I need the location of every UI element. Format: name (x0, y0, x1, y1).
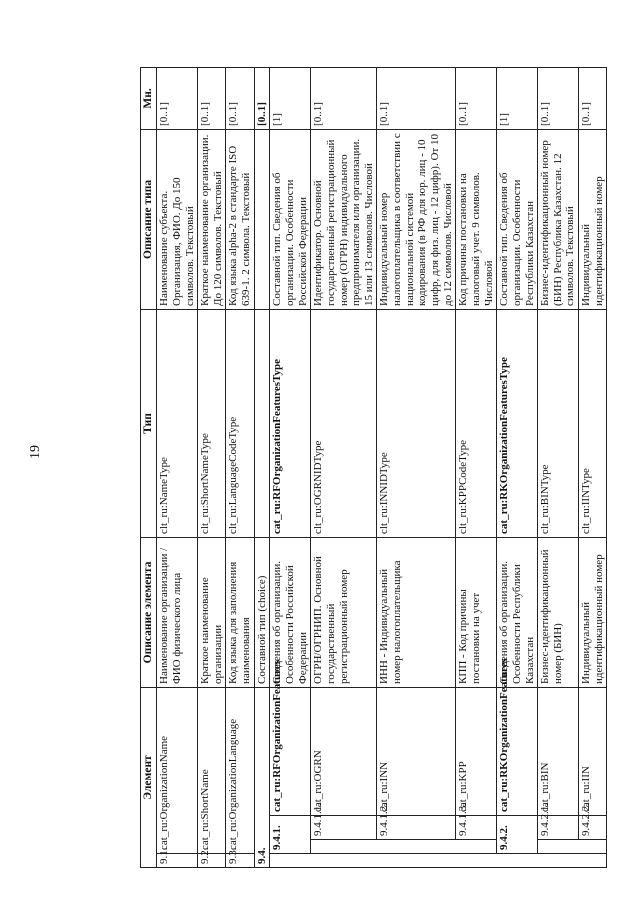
element-name: cat_ru:IIN (579, 687, 607, 815)
type-description: Составной тип. Сведения об организации. Особенности Российской Федерации (270, 129, 311, 309)
type-description: Наименование субъекта. Организация, ФИО. До 150 символов. Текстовый (157, 129, 198, 309)
element-type: clt_ru:BINType (538, 309, 579, 537)
table-row (270, 67, 311, 867)
element-description: КПП - Код причины постановки на учет (456, 537, 497, 687)
element-description: Краткое наименование организации (198, 537, 226, 687)
multiplicity: [0..1] (157, 67, 198, 129)
row-number: 9.1. (157, 854, 198, 868)
type-description: Идентификатор. Основной государственный регистрационный номер (ОГРН) индивидуального предпринимателя или организации. 15 или 13 символов. Числовой (311, 129, 377, 309)
element-description: ОГРН/ОГРНИП. Основной государственный регистрационный номер (311, 537, 377, 687)
table-row (254, 67, 270, 867)
multiplicity: [0..1] (538, 67, 579, 129)
element-description: Наименование организации /ФИО физического лица (157, 537, 198, 687)
table-row (497, 67, 538, 867)
element-type: clt_ru:LanguageCodeType (226, 309, 254, 537)
element-type: clt_ru:OGRNIDType (311, 309, 377, 537)
element-name: cat_ru:OrganizationName (157, 687, 198, 853)
type-description: Краткое наименование организации. До 120 символов. Текстовый (198, 129, 226, 309)
row-number: 9.4.1. (270, 816, 311, 854)
table-row (377, 67, 456, 867)
type-description: Индивидуальный номер налогоплательщика в соответствии с национальной системой кодирования (в РФ для юр. лиц - 10 цифр, для физ. лиц - 12 цифр). От 10 до 12 символов. Числовой (377, 129, 456, 309)
indent-cell (538, 840, 607, 854)
element-type (254, 309, 270, 537)
element-description: Индивидуальный идентификационный номер (579, 537, 607, 687)
multiplicity: [0..1] (198, 67, 226, 129)
header-element: Элемент (141, 687, 157, 867)
element-type: clt_ru:KPPCodeType (456, 309, 497, 537)
header-type-description: Описание типа (141, 129, 157, 309)
multiplicity: [1] (270, 67, 311, 129)
row-number: 9.4.1.2. (377, 816, 456, 840)
row-number: 9.4.1.1. (311, 816, 377, 840)
multiplicity: [0..1] (377, 67, 456, 129)
row-number: 9.4.2. (497, 816, 538, 854)
multiplicity: [1] (497, 67, 538, 129)
type-description: Код причины постановки на налоговый учет. 9 символов. Числовой (456, 129, 497, 309)
table-row (579, 67, 607, 867)
table-header-row (141, 67, 157, 867)
element-name: cat_ru:INN (377, 687, 456, 815)
table-row (456, 67, 497, 867)
indent-cell (311, 840, 497, 854)
element-name: cat_ru:OGRN (311, 687, 377, 815)
table-row (311, 67, 377, 867)
element-type: clt_ru:IINType (579, 309, 607, 537)
table-row (538, 67, 579, 867)
header-description: Описание элемента (141, 537, 157, 687)
element-type: clt_ru:NameType (157, 309, 198, 537)
element-name: cat_ru:OrganizationLanguage (226, 687, 254, 853)
element-description: Составной тип (choice) (254, 537, 270, 687)
element-description: Сведения об организации. Особенности Российской Федерации (270, 537, 311, 687)
element-description: Бизнес-идентификационный номер (БИН) (538, 537, 579, 687)
elements-table (140, 67, 607, 868)
row-number: 9.4. (254, 687, 270, 867)
row-number: 9.4.2.2. (579, 816, 607, 840)
multiplicity: [0..1] (226, 67, 254, 129)
element-type: cat_ru:RFOrganizationFeaturesType (270, 309, 311, 537)
header-type: Тип (141, 309, 157, 537)
type-description: Код языка alpha-2 в стандарте ISO 639-1. 2 символа. Текстовый (226, 129, 254, 309)
element-type: cat_ru:RKOrganizationFeaturesType (497, 309, 538, 537)
element-type: clt_ru:ShortNameType (198, 309, 226, 537)
row-number: 9.4.2.1. (538, 816, 579, 840)
type-description (254, 129, 270, 309)
element-description: Код языка для заполнения наименования (226, 537, 254, 687)
indent-cell (270, 854, 607, 868)
element-name: cat_ru:RFOrganizationFeatures (270, 687, 311, 815)
type-description: Бизнес-идентификационный номер (БИН) Республика Казахстан. 12 символов. Текстовый (538, 129, 579, 309)
table-row (226, 67, 254, 867)
element-description: Сведения об организации. Особенности Республики Казахстан (497, 537, 538, 687)
element-name: cat_ru:RKOrganizationFeatures (497, 687, 538, 815)
row-number: 9.4.1.3. (456, 816, 497, 840)
multiplicity: [0..1] (579, 67, 607, 129)
row-number: 9.2. (198, 854, 226, 868)
multiplicity: [0..1] (311, 67, 377, 129)
element-description: ИНН - Индивидуальный номер налогоплательщика (377, 537, 456, 687)
element-name: cat_ru:BIN (538, 687, 579, 815)
type-description: Составной тип. Сведения об организации. Особенности Республики Казахстан (497, 129, 538, 309)
multiplicity: [0..1] (456, 67, 497, 129)
type-description: Индивидуальный идентификационный номер (579, 129, 607, 309)
element-name: cat_ru:ShortName (198, 687, 226, 853)
row-number: 9.3. (226, 854, 254, 868)
element-type: clt_ru:INNIDType (377, 309, 456, 537)
table-row (198, 67, 226, 867)
multiplicity: [0..1] (254, 67, 270, 129)
rotated-table-container (140, 68, 640, 868)
header-multiplicity: Мн. (141, 67, 157, 129)
table-row (157, 67, 198, 867)
page-number: 19 (28, 445, 43, 459)
element-name: cat_ru:KPP (456, 687, 497, 815)
